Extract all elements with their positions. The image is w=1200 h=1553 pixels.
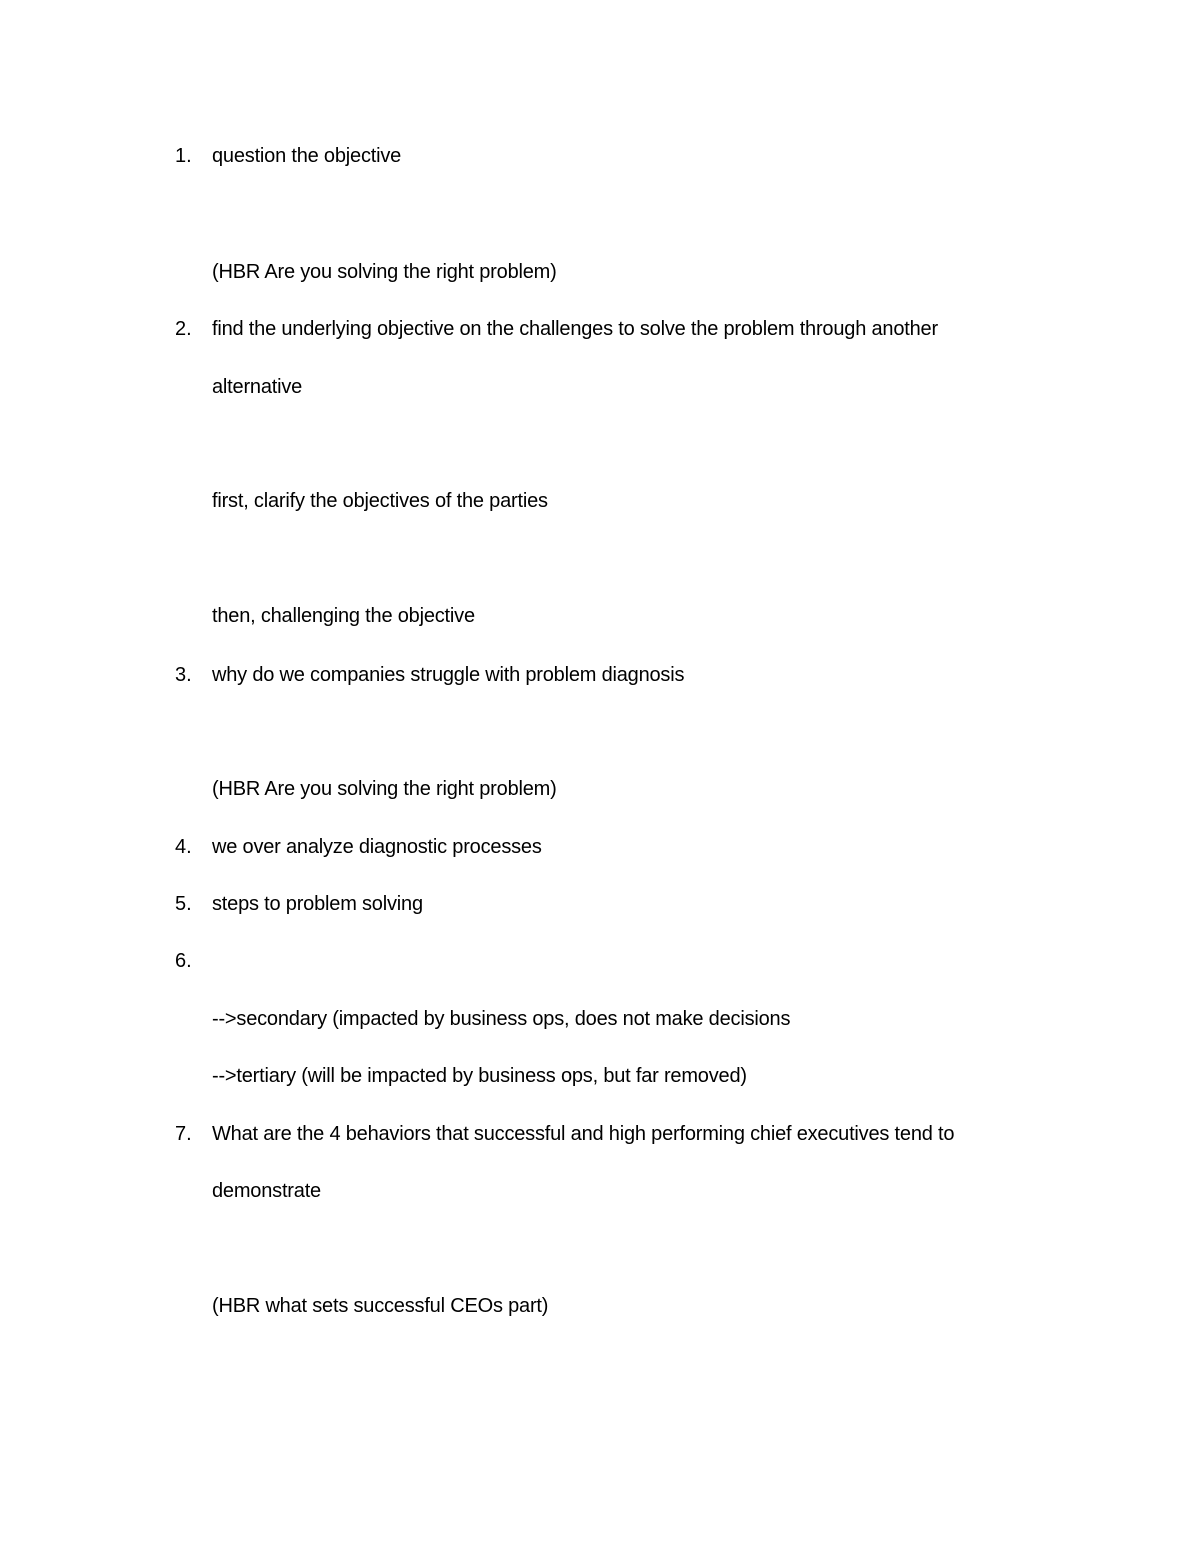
list-number: 6. bbox=[175, 950, 192, 972]
continuation-text: demonstrate bbox=[212, 1180, 321, 1202]
list-number: 2. bbox=[175, 318, 192, 340]
list-number: 4. bbox=[175, 836, 192, 858]
citation-text: (HBR Are you solving the right problem) bbox=[212, 261, 557, 283]
list-item-text: steps to problem solving bbox=[212, 893, 423, 915]
paragraph-text: then, challenging the objective bbox=[212, 605, 475, 627]
list-item-text: question the objective bbox=[212, 145, 402, 167]
list-number: 3. bbox=[175, 664, 192, 686]
list-item-text: What are the 4 behaviors that successful and high performing chief executives tend to bbox=[212, 1123, 955, 1145]
list-item-text: why do we companies struggle with problem diagnosis bbox=[212, 664, 685, 686]
sub-item-text: -->tertiary (will be impacted by business ops, but far removed) bbox=[212, 1065, 747, 1087]
list-number: 1. bbox=[175, 145, 192, 167]
list-number: 7. bbox=[175, 1123, 192, 1145]
sub-item-text: -->secondary (impacted by business ops, does not make decisions bbox=[212, 1008, 791, 1030]
citation-text: (HBR what sets successful CEOs part) bbox=[212, 1295, 549, 1317]
citation-text: (HBR Are you solving the right problem) bbox=[212, 778, 557, 800]
continuation-text: alternative bbox=[212, 376, 303, 398]
list-number: 5. bbox=[175, 893, 192, 915]
list-item-text: we over analyze diagnostic processes bbox=[212, 836, 542, 858]
paragraph-text: first, clarify the objectives of the parties bbox=[212, 490, 548, 512]
list-item-text: find the underlying objective on the challenges to solve the problem through another bbox=[212, 318, 938, 340]
